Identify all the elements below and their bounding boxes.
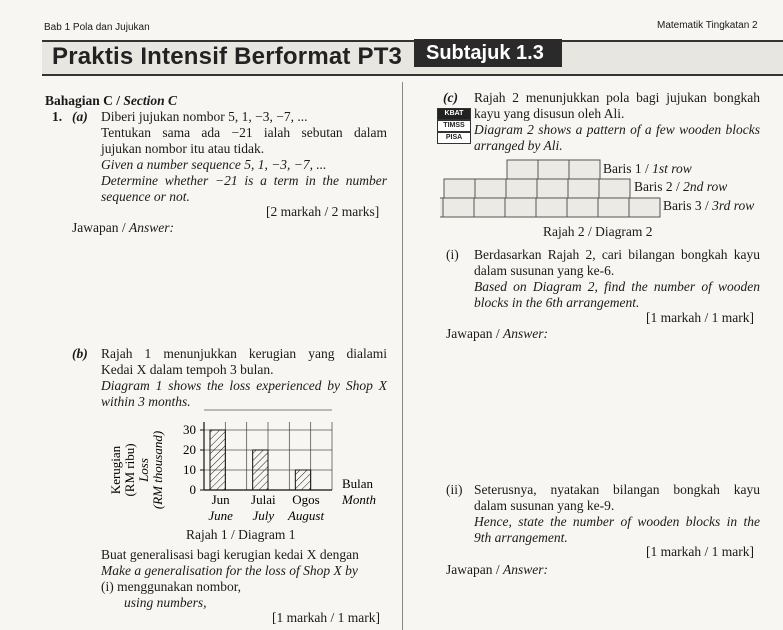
x-tick-label: Julai (251, 492, 276, 507)
bar-jun (210, 430, 225, 490)
wooden-block (537, 179, 568, 198)
wooden-block (444, 179, 475, 198)
question-a-ms-line: Tentukan sama ada −21 ialah sebutan dalam (101, 125, 387, 140)
question-a-label: (a) (72, 109, 88, 124)
x-axis-label-ms: Bulan (342, 476, 374, 491)
wooden-block (599, 179, 630, 198)
answer-label-en: Answer: (502, 326, 548, 341)
wooden-block (536, 198, 567, 217)
question-c-ii-en-line: 9th arrangement. (474, 530, 568, 545)
column-divider (402, 82, 403, 630)
wooden-block (629, 198, 660, 217)
question-b-generalisation (101, 547, 391, 611)
question-a-ms-line: Diberi jujukan nombor 5, 1, −3, −7, ... (101, 109, 308, 124)
question-a-marks: [2 markah / 2 marks] (266, 204, 380, 219)
question-c-text (474, 90, 760, 154)
question-a-ms-line: jujukan nombor itu atau tidak. (101, 141, 265, 156)
diagram-2-caption: Rajah 2 / Diagram 2 (543, 224, 653, 239)
row-3-label-en: 3rd row (712, 198, 755, 213)
question-c-i-en-line: blocks in the 6th arrangement. (474, 295, 640, 310)
question-b-en-line: Diagram 1 shows the loss experienced by Shop X (101, 378, 387, 393)
wooden-block (475, 179, 506, 198)
subject-label: Matematik Tingkatan 2 (657, 20, 758, 31)
pisa-badge: PISA (437, 132, 471, 144)
y-tick-label: 30 (183, 422, 196, 437)
row-2-label-en: 2nd row (683, 179, 728, 194)
question-c-label: (c) (443, 90, 458, 105)
question-b-text (101, 346, 387, 410)
question-b-ms-line: Kedai X dalam tempoh 3 bulan. (101, 362, 274, 377)
loss-bar-chart (100, 408, 400, 532)
answer-label-ms: Jawapan / (72, 220, 126, 235)
x-tick-label-en: August (287, 508, 325, 523)
question-c-i-en-line: Based on Diagram 2, find the number of wooden (474, 279, 760, 294)
question-b-ms-line: Rajah 1 menunjukkan kerugian yang dialami (101, 346, 387, 361)
question-c-ii-marks: [1 markah / 1 mark] (646, 544, 754, 559)
banner-subtitle: Subtajuk 1.3 (414, 39, 562, 67)
question-c-en-line: arranged by Ali. (474, 138, 563, 153)
question-c-i-text (474, 247, 760, 311)
section-heading-en: Section C (123, 93, 178, 108)
y-tick-label: 0 (189, 482, 196, 497)
question-c-ms-line: Rajah 2 menunjukkan pola bagi jujukan bongkah (474, 90, 760, 105)
wooden-block (569, 160, 600, 179)
y-tick-label: 20 (183, 442, 196, 457)
question-c-i-label: (i) (446, 247, 459, 262)
answer-label-ms: Jawapan / (446, 326, 500, 341)
y-axis-label-en-2: (RM thousand) (150, 430, 165, 510)
answer-label-en: Answer: (128, 220, 174, 235)
section-heading (45, 93, 177, 109)
x-tick-label: Ogos (292, 492, 320, 507)
question-a-en-line: Determine whether −21 is a term in the number (101, 173, 387, 188)
question-b-i-en: using numbers, (124, 595, 207, 610)
row-1-label (603, 161, 692, 177)
answer-label-ms: Jawapan / (446, 562, 500, 577)
section-heading-ms: Bahagian C / (45, 93, 121, 108)
wooden-block (443, 198, 474, 217)
chapter-label: Bab 1 Pola dan Jujukan (44, 22, 150, 33)
row-3-label (663, 198, 754, 214)
banner-title: Praktis Intensif Berformat PT3 (52, 43, 403, 70)
row-2-label (634, 179, 727, 195)
question-b-en-line: within 3 months. (101, 394, 191, 409)
question-c-ii-ms-line: Seterusnya, nyatakan bilangan bongkah kayu (474, 482, 760, 497)
question-b-marks: [1 markah / 1 mark] (272, 610, 380, 625)
wooden-block (567, 198, 598, 217)
x-axis-label-en: Month (342, 492, 376, 507)
row-1-label-en: 1st row (652, 161, 692, 176)
row-2-label-ms: Baris 2 / (634, 179, 680, 194)
banner (42, 40, 783, 76)
wooden-block (506, 179, 537, 198)
answer-label (72, 220, 174, 236)
bar-julai (253, 450, 268, 490)
timss-badge: TIMSS (437, 120, 471, 132)
row-3-label-ms: Baris 3 / (663, 198, 709, 213)
question-c-ii-text (474, 482, 760, 546)
question-c-ii-en-line: Hence, state the number of wooden blocks in the (474, 514, 760, 529)
diagram-1-caption: Rajah 1 / Diagram 1 (186, 527, 296, 542)
question-a-en-line: Given a number sequence 5, 1, −3, −7, ... (101, 157, 327, 172)
question-number: 1. (52, 109, 63, 124)
question-c-i-ms-line: dalam susunan yang ke-6. (474, 263, 615, 278)
question-b-label: (b) (72, 346, 88, 361)
question-c-ii-ms-line: dalam susunan yang ke-9. (474, 498, 615, 513)
wooden-block (474, 198, 505, 217)
wooden-block (505, 198, 536, 217)
x-tick-label-en: June (208, 508, 233, 523)
y-axis-labels (108, 431, 165, 509)
question-c-ms-line: kayu yang disusun oleh Ali. (474, 106, 625, 121)
question-b-en-line: Make a generalisation for the loss of Shop X by (101, 563, 358, 578)
question-c-ii-label: (ii) (446, 482, 463, 497)
y-axis-label-ms-2: (RM ribu) (122, 443, 137, 497)
answer-label-en: Answer: (502, 562, 548, 577)
bar-ogos (295, 470, 310, 490)
answer-label (446, 326, 548, 342)
wooden-block (598, 198, 629, 217)
y-axis-label-ms-1: Kerugian (108, 445, 123, 495)
question-a-text (101, 109, 387, 205)
answer-label (446, 562, 548, 578)
question-c-i-marks: [1 markah / 1 mark] (646, 310, 754, 325)
question-b-i-ms: (i) menggunakan nombor, (101, 579, 242, 594)
y-axis-label-en-1: Loss (136, 458, 151, 482)
x-tick-label: Jun (211, 492, 230, 507)
wooden-block (507, 160, 538, 179)
x-tick-label-en: July (252, 508, 275, 523)
row-1-label-ms: Baris 1 / (603, 161, 649, 176)
question-c-en-line: Diagram 2 shows a pattern of a few wooden blocks (474, 122, 760, 137)
kbat-badge: KBAT (437, 108, 471, 120)
question-a-en-line: sequence or not. (101, 189, 190, 204)
question-b-ms-line: Buat generalisasi bagi kerugian kedai X dengan (101, 547, 359, 562)
question-c-i-ms-line: Berdasarkan Rajah 2, cari bilangan bongkah kayu (474, 247, 760, 262)
wooden-block (538, 160, 569, 179)
wooden-block (440, 198, 443, 217)
y-tick-label: 10 (183, 462, 196, 477)
wooden-block (568, 179, 599, 198)
